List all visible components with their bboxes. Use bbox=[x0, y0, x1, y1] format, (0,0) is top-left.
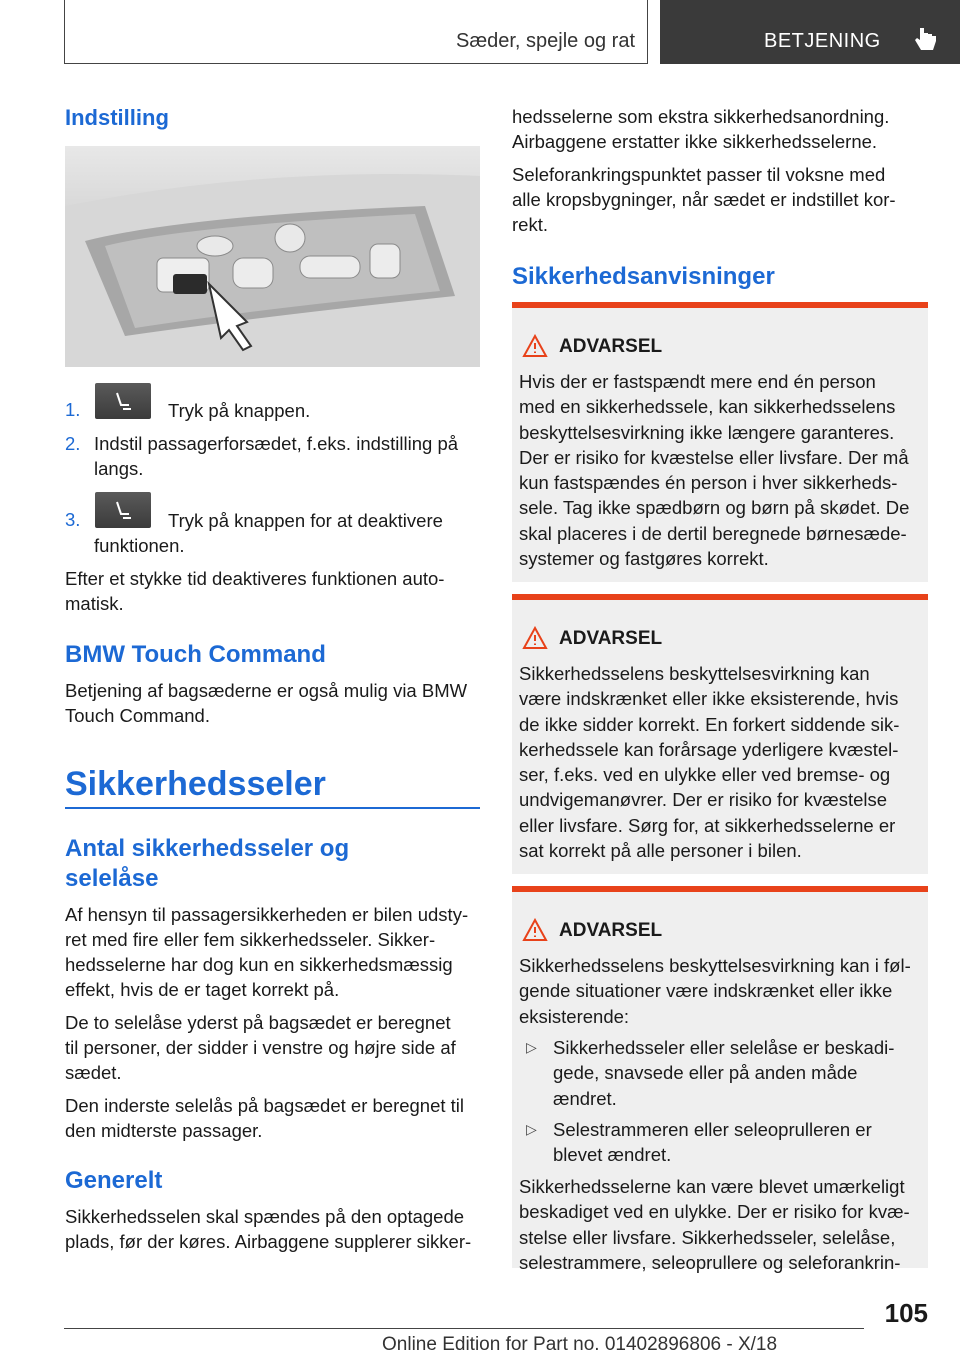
paragraph: De to selelåse yderst på bagsædet er beregnet bbox=[65, 1012, 451, 1033]
paragraph: Sikkerhedsselen skal spændes på den optagede bbox=[65, 1206, 465, 1227]
warning-box bbox=[512, 886, 928, 1273]
paragraph: effekt, hvis de er taget korrekt på. bbox=[65, 979, 340, 1000]
paragraph: Den inderste selelås på bagsædet er beregnet til bbox=[65, 1095, 465, 1116]
paragraph: hedsselerne har dog kun en sikkerhedsmæssig bbox=[65, 954, 453, 975]
paragraph: Efter et stykke tid deaktiveres funktionen auto- bbox=[65, 568, 445, 589]
warning-text: Sikkerhedsselens beskyttelsesvirkning kan være indskrænket eller ikke eksisterende, hvis de ikke sidder korrekt. En forkert siddende sik- kerhedssele kan forårsage yderligere kvæstel- ser, f.eks. ved en ulykke eller ved bremse- og undvigemanøvrer. Der er risiko for kvæstelse eller livsfare. Sørg for, at sikkerhedsselerne er sat korrekt på alle personer i bilen. bbox=[519, 663, 900, 862]
step-text: Tryk på knappen for at deaktivere bbox=[168, 510, 443, 531]
warning-triangle-icon bbox=[522, 626, 548, 650]
warning-text: Hvis der er fastspændt mere end én person med en sikkerhedssele, kan sikkerhedsselens beskyttelsesvirkning ikke længere garanteres. Der er risiko for kvæstelse eller livsfare. Der må kun fastspændes én person i hver sikkerheds- sele. Tag ikke spædbørn og børn på skødet. De skal placeres i de dertil beregnede børnesæde- systemer og fastgøres korrekt. bbox=[519, 371, 910, 570]
warning-triangle-icon bbox=[522, 334, 548, 358]
bullet-triangle-icon: ▷ bbox=[526, 1121, 537, 1137]
paragraph: ret med fire eller fem sikkerhedsseler. Sikker- bbox=[65, 929, 436, 950]
paragraph: til personer, der sidder i venstre og højre side af bbox=[65, 1037, 456, 1058]
paragraph: Af hensyn til passagersikkerheden er bilen udsty- bbox=[65, 904, 469, 925]
paragraph: alle kropsbygninger, når sædet er indstillet kor- bbox=[512, 189, 896, 210]
step-number: 1. bbox=[65, 399, 81, 420]
step-text: Indstil passagerforsædet, f.eks. indstilling på bbox=[94, 433, 459, 454]
heading-bmw-touch-command: BMW Touch Command bbox=[65, 641, 326, 668]
paragraph: Betjening af bagsæderne er også mulig via BMW bbox=[65, 680, 468, 701]
heading-underline bbox=[65, 807, 480, 809]
header-chapter-box bbox=[660, 0, 960, 64]
warning-triangle-icon bbox=[522, 918, 548, 942]
step-text-cont: funktionen. bbox=[94, 535, 185, 556]
passenger-seat-button-icon bbox=[95, 383, 151, 419]
passenger-seat-button-icon bbox=[95, 492, 151, 528]
heading-indstilling: Indstilling bbox=[65, 105, 169, 130]
footer-divider bbox=[64, 1328, 864, 1329]
paragraph: rekt. bbox=[512, 214, 548, 235]
heading-generelt: Generelt bbox=[65, 1167, 163, 1194]
warning-text: Sikkerhedsselerne kan være blevet umærkeligt beskadiget ved en ulykke. Der er risiko for kvæ- stelse eller livsfare. Sikkerhedsseler, selelåse, selestrammere, seleoprullere og seleforankrin- bbox=[519, 1176, 910, 1273]
paragraph: sædet. bbox=[65, 1062, 122, 1083]
heading-sikkerhedsanvisninger: Sikkerhedsanvisninger bbox=[512, 263, 775, 290]
paragraph: den midterste passager. bbox=[65, 1120, 263, 1141]
footer-edition: Online Edition for Part no. 01402896806 - X/18 bbox=[382, 1334, 778, 1355]
paragraph: plads, før der køres. Airbaggene supplerer sikker- bbox=[65, 1231, 472, 1252]
warning-title: ADVARSEL bbox=[559, 920, 663, 941]
header-section-title: Sæder, spejle og rat bbox=[456, 30, 635, 52]
warning-box bbox=[512, 594, 928, 874]
warning-title: ADVARSEL bbox=[559, 628, 663, 649]
paragraph: hedsselerne som ekstra sikkerhedsanordning. bbox=[512, 106, 890, 127]
step-number: 3. bbox=[65, 509, 81, 530]
paragraph: Seleforankringspunktet passer til voksne med bbox=[512, 164, 886, 185]
paragraph: Airbaggene erstatter ikke sikkerhedsselerne. bbox=[512, 131, 878, 152]
bullet-item: ▷ Selestrammeren eller seleoprulleren er blevet ændret. bbox=[526, 1119, 872, 1166]
step-text-cont: langs. bbox=[94, 458, 144, 479]
warning-title: ADVARSEL bbox=[559, 336, 663, 357]
header-section-box bbox=[64, 0, 648, 64]
paragraph: Touch Command. bbox=[65, 705, 210, 726]
paragraph: matisk. bbox=[65, 593, 124, 614]
page-number: 105 bbox=[884, 1298, 928, 1328]
seat-control-photo bbox=[65, 146, 480, 367]
header-chapter-title: BETJENING bbox=[764, 30, 881, 52]
step-text: Tryk på knappen. bbox=[168, 400, 311, 421]
step-number: 2. bbox=[65, 433, 81, 454]
bullet-item: ▷ Sikkerhedsseler eller selelåse er beskadi- gede, snavsede eller på anden måde ændret. bbox=[526, 1037, 895, 1109]
bullet-triangle-icon: ▷ bbox=[526, 1039, 537, 1055]
heading-sikkerhedsseler: Sikkerhedsseler bbox=[65, 765, 326, 803]
hand-pointer-icon bbox=[914, 26, 938, 54]
warning-box bbox=[512, 302, 928, 582]
heading-antal-sikkerhedsseler: Antal sikkerhedsseler og selelåse bbox=[65, 835, 350, 892]
warning-text: Sikkerhedsselens beskyttelsesvirkning kan i føl- gende situationer være indskrænket eller ikke eksisterende: bbox=[519, 955, 911, 1027]
